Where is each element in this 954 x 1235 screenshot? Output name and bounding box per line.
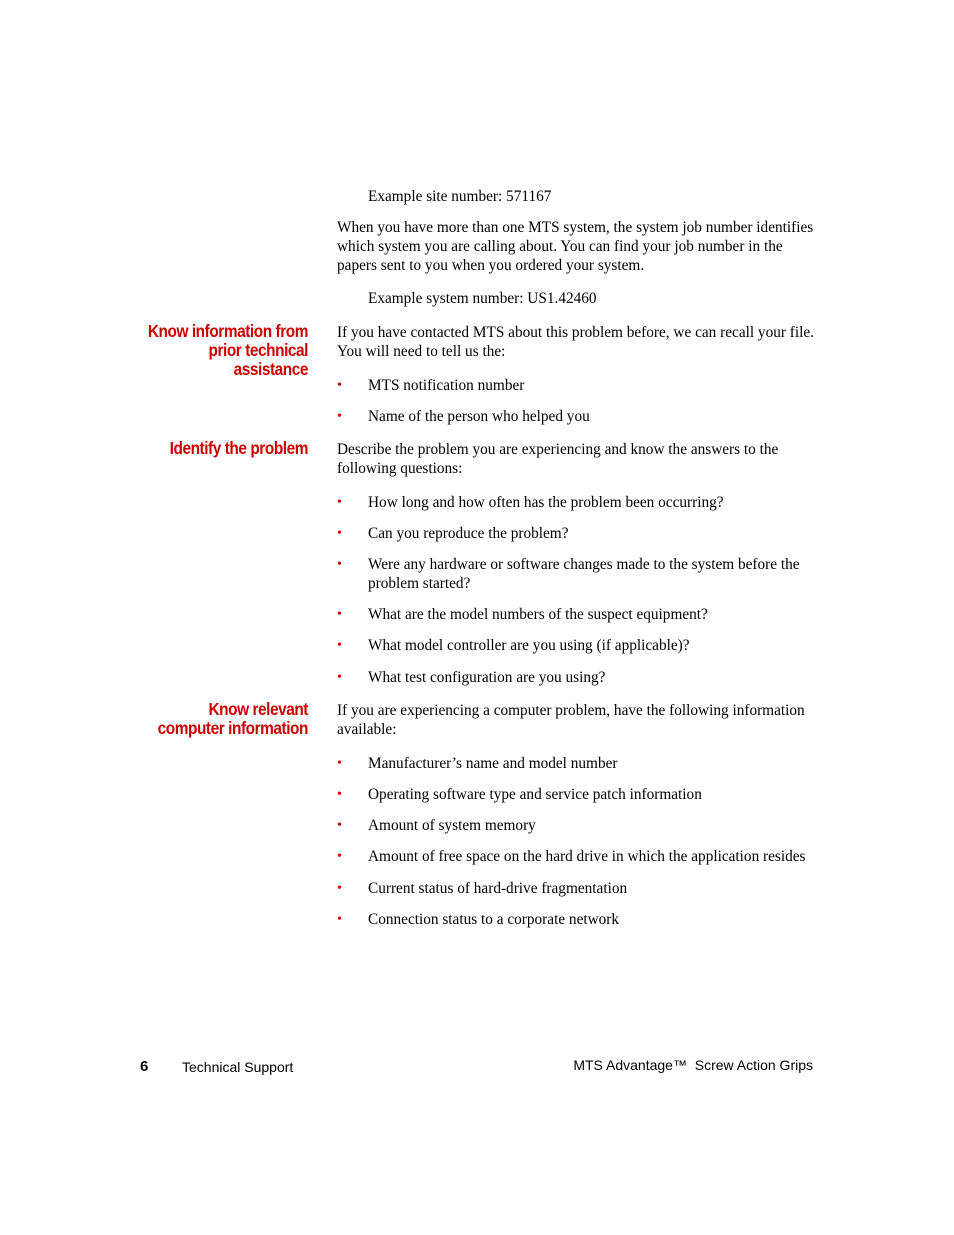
bullet-icon: • — [337, 670, 342, 685]
heading-line: computer information — [157, 718, 308, 738]
list-item-text: Connection status to a corporate network — [368, 911, 620, 928]
list-item-text: MTS notification number — [368, 377, 525, 394]
heading-computer-information — [132, 700, 308, 738]
list-item-text: Were any hardware or software changes made to the system before the problem started? — [368, 556, 800, 592]
heading-line: Know relevant — [208, 699, 308, 719]
list-item-text: What model controller are you using (if applicable)? — [368, 637, 690, 654]
prior-assistance-paragraph: If you have contacted MTS about this problem before, we can recall your file. You will need to tell us the: — [337, 324, 815, 360]
bullet-icon: • — [337, 607, 342, 622]
heading-identify-problem — [132, 439, 308, 458]
bullet-icon: • — [337, 495, 342, 510]
list-item — [337, 754, 817, 773]
list-item-text: Amount of system memory — [368, 817, 536, 834]
list-item — [337, 847, 817, 866]
list-item-text: Can you reproduce the problem? — [368, 525, 569, 542]
list-item-text: Name of the person who helped you — [368, 408, 590, 425]
bullet-icon: • — [337, 787, 342, 802]
list-item — [337, 816, 817, 835]
page-number: 6 — [140, 1058, 149, 1075]
bullet-icon: • — [337, 557, 342, 572]
identify-problem-paragraph: Describe the problem you are experiencing and know the answers to the following questions: — [337, 441, 779, 477]
list-item — [337, 524, 817, 543]
bullet-icon: • — [337, 378, 342, 393]
list-item — [337, 376, 817, 395]
list-item-text: Operating software type and service patch information — [368, 786, 702, 803]
heading-line: Identify the problem — [169, 438, 308, 458]
list-item-text: Amount of free space on the hard drive in which the application resides — [368, 848, 806, 865]
list-item-text: Current status of hard-drive fragmentation — [368, 880, 628, 897]
list-item-text: What test configuration are you using? — [368, 669, 606, 686]
bullet-icon: • — [337, 912, 342, 927]
example-system-number: Example system number: US1.42460 — [368, 290, 597, 307]
bullet-icon: • — [337, 849, 342, 864]
footer-section-title: Technical Support — [182, 1059, 294, 1075]
list-item — [337, 785, 817, 804]
bullet-icon: • — [337, 526, 342, 541]
footer-product-title: MTS Advantage™ Screw Action Grips — [573, 1057, 813, 1073]
job-number-paragraph: When you have more than one MTS system, the system job number identifies which system you are calling about. You can find your job number in the papers sent to you when you ordered your system. — [337, 219, 814, 274]
heading-line: Know information from — [147, 321, 308, 341]
list-item — [337, 636, 817, 655]
example-site-number: Example site number: 571167 — [368, 188, 552, 205]
list-item — [337, 879, 817, 898]
heading-line: prior technical — [208, 340, 308, 360]
list-item — [337, 407, 817, 426]
bullet-icon: • — [337, 881, 342, 896]
list-item-text: How long and how often has the problem been occurring? — [368, 494, 724, 511]
list-item — [337, 555, 817, 593]
bullet-icon: • — [337, 756, 342, 771]
bullet-icon: • — [337, 409, 342, 424]
list-item — [337, 668, 817, 687]
list-item — [337, 493, 817, 512]
list-item — [337, 910, 817, 929]
bullet-icon: • — [337, 818, 342, 833]
heading-prior-assistance — [132, 322, 308, 379]
list-item-text: Manufacturer’s name and model number — [368, 755, 618, 772]
list-item — [337, 605, 817, 624]
computer-information-paragraph: If you are experiencing a computer problem, have the following information available: — [337, 702, 805, 738]
list-item-text: What are the model numbers of the suspect equipment? — [368, 606, 708, 623]
heading-line: assistance — [233, 359, 308, 379]
bullet-icon: • — [337, 638, 342, 653]
